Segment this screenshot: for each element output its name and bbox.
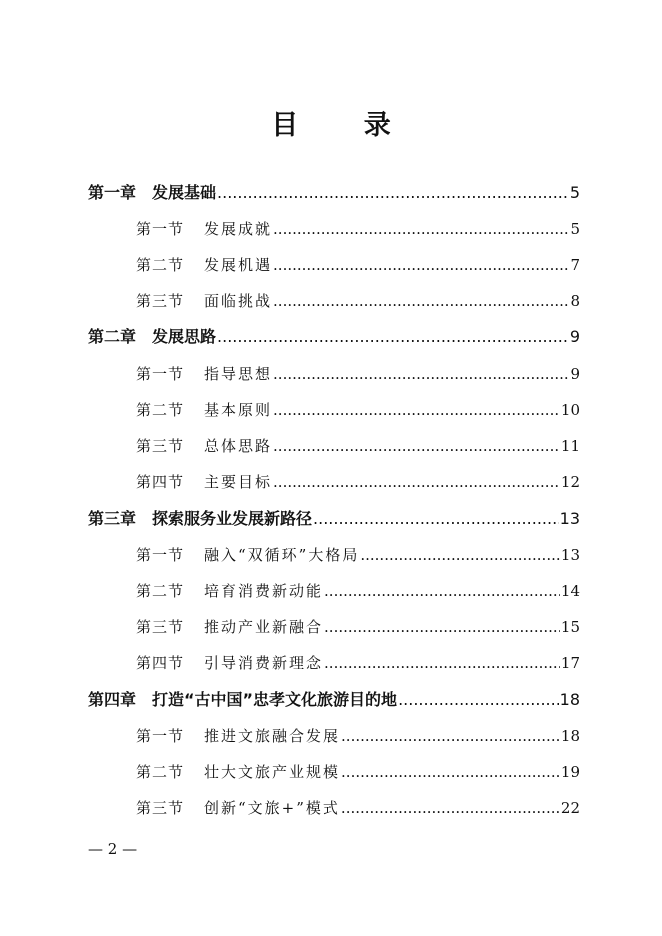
toc-number: 第三节	[136, 799, 185, 817]
toc-number: 第四章	[88, 690, 137, 709]
toc-number: 第二节	[136, 763, 185, 781]
toc-page-number: 11	[560, 437, 580, 455]
toc-number: 第三节	[136, 618, 185, 636]
toc-section[interactable]	[136, 615, 580, 639]
toc-label: 打造“古中国”忠孝文化旅游目的地	[152, 690, 398, 709]
toc-label: 发展基础	[152, 183, 217, 202]
toc-number: 第二节	[136, 256, 185, 274]
toc-leader	[273, 434, 560, 458]
toc-page-number: 9	[570, 365, 580, 383]
toc-section[interactable]	[136, 434, 580, 458]
toc-label: 发展成就	[204, 220, 273, 238]
toc-leader	[324, 579, 560, 603]
toc-section[interactable]	[136, 470, 580, 494]
toc-number: 第二章	[88, 327, 137, 346]
toc-leader	[273, 289, 569, 313]
toc-leader	[217, 325, 569, 349]
toc-section[interactable]	[136, 796, 580, 820]
toc-chapter-3[interactable]	[88, 507, 580, 531]
toc-number: 第二节	[136, 401, 185, 419]
toc-section[interactable]	[136, 724, 580, 748]
toc-section[interactable]	[136, 760, 580, 784]
toc-page-number: 18	[559, 690, 580, 709]
toc-number: 第四节	[136, 654, 185, 672]
toc-label: 推动产业新融合	[204, 618, 324, 636]
toc-page-number: 7	[570, 256, 580, 274]
toc-section[interactable]	[136, 579, 580, 603]
toc-number: 第一节	[136, 220, 185, 238]
toc-label: 主要目标	[204, 473, 273, 491]
toc-page-number: 5	[569, 183, 580, 202]
toc-leader	[217, 181, 569, 205]
toc-leader	[273, 362, 569, 386]
toc-chapter-4[interactable]	[88, 688, 580, 712]
toc-page-number: 19	[560, 763, 580, 781]
toc-chapter-1[interactable]	[88, 181, 580, 205]
toc-label: 总体思路	[204, 437, 273, 455]
toc-section[interactable]	[136, 362, 580, 386]
toc-label: 壮大文旅产业规模	[204, 763, 341, 781]
toc-leader	[273, 470, 560, 494]
toc-page-number: 5	[570, 220, 580, 238]
toc-page-number: 13	[559, 509, 580, 528]
toc-page-number: 17	[560, 654, 580, 672]
toc-page-number: 14	[560, 582, 580, 600]
toc-section[interactable]	[136, 253, 580, 277]
toc-page-number: 9	[569, 327, 580, 346]
toc-leader	[324, 651, 560, 675]
toc-number: 第二节	[136, 582, 185, 600]
toc-number: 第四节	[136, 473, 185, 491]
toc-leader	[273, 217, 569, 241]
toc-section[interactable]	[136, 217, 580, 241]
toc-label: 基本原则	[204, 401, 273, 419]
toc-number: 第三节	[136, 292, 185, 310]
toc-section[interactable]	[136, 651, 580, 675]
toc-number: 第一节	[136, 727, 185, 745]
toc-label: 引导消费新理念	[204, 654, 324, 672]
toc-section[interactable]	[136, 398, 580, 422]
toc-label: 发展思路	[152, 327, 217, 346]
toc-label: 培育消费新动能	[204, 582, 324, 600]
toc-leader	[398, 688, 559, 712]
toc-chapter-2[interactable]	[88, 325, 580, 349]
toc-number: 第一节	[136, 546, 185, 564]
toc-number: 第一节	[136, 365, 185, 383]
toc-leader	[273, 398, 560, 422]
toc-page-number: 8	[570, 292, 580, 310]
toc-label: 探索服务业发展新路径	[152, 509, 313, 528]
toc-label: 指导思想	[204, 365, 273, 383]
toc-number: 第三节	[136, 437, 185, 455]
toc-label: 融入“双循环”大格局	[204, 546, 360, 564]
toc-leader	[273, 253, 569, 277]
toc-leader	[324, 615, 560, 639]
toc-section[interactable]	[136, 543, 580, 567]
toc-page-number: 22	[560, 799, 580, 817]
page-footer-number: — 2 —	[88, 840, 138, 858]
toc-page-number: 13	[560, 546, 580, 564]
toc-leader	[341, 760, 560, 784]
toc-section[interactable]	[136, 289, 580, 313]
toc-page-number: 12	[560, 473, 580, 491]
toc-leader	[360, 543, 560, 567]
toc-label: 创新“文旅+”模式	[204, 799, 340, 817]
toc-label: 推进文旅融合发展	[204, 727, 341, 745]
toc-leader	[341, 796, 560, 820]
toc-page-number: 10	[560, 401, 580, 419]
toc-page-number: 15	[560, 618, 580, 636]
toc-leader	[341, 724, 560, 748]
toc-label: 发展机遇	[204, 256, 273, 274]
page-title: 目 录	[271, 110, 419, 141]
toc-number: 第三章	[88, 509, 137, 528]
toc-number: 第一章	[88, 183, 137, 202]
toc-label: 面临挑战	[204, 292, 273, 310]
toc-leader	[313, 507, 559, 531]
toc-page-number: 18	[560, 727, 580, 745]
